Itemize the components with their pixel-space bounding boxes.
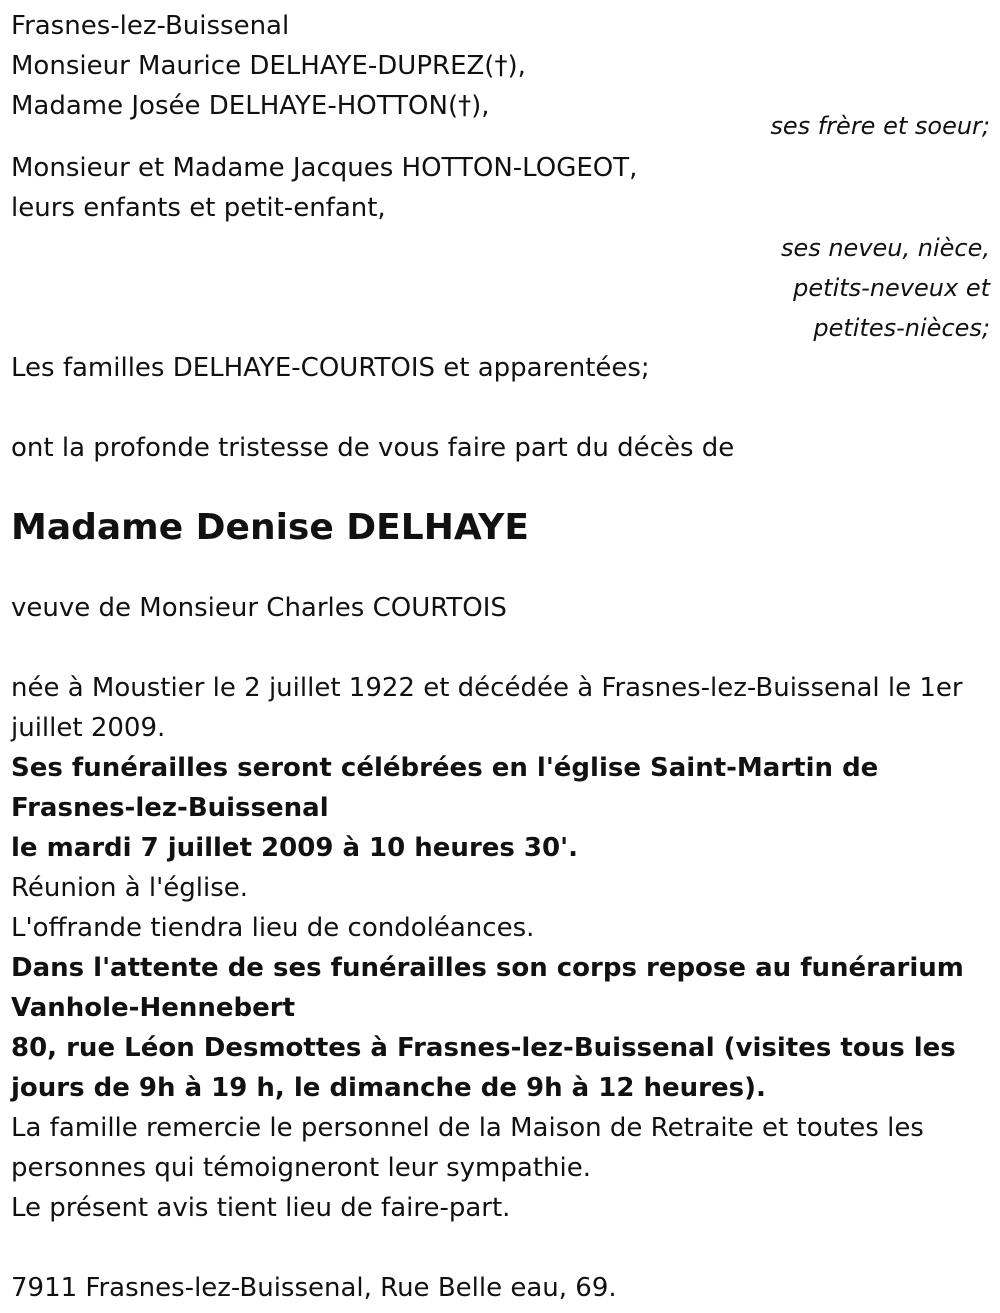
funeral-meeting: Réunion à l'église. — [11, 873, 249, 903]
announcement-text: ont la profonde tristesse de vous faire part du décès de — [11, 433, 735, 463]
widow-of: veuve de Monsieur Charles COURTOIS — [11, 593, 507, 623]
deceased-name: Madame Denise DELHAYE — [11, 507, 529, 548]
footer-address: 7911 Frasnes-lez-Buissenal, Rue Belle eau, 69. — [11, 1273, 617, 1303]
family-related: Les familles DELHAYE-COURTOIS et apparentées; — [11, 353, 650, 383]
role-nephews-line-2: petits-neveux et — [793, 274, 990, 302]
funeral-ceremony: Ses funérailles seront célébrées en l'église Saint-Martin de Frasnes-lez-Buissenal — [11, 753, 879, 823]
birth-death: née à Moustier le 2 juillet 1922 et décédée à Frasnes-lez-Buissenal le 1er juillet 2009. — [11, 673, 963, 743]
family-thanks: La famille remercie le personnel de la Maison de Retraite et toutes les personnes qui témoigneront leur sympathie. — [11, 1113, 924, 1183]
role-nephews-line-1: ses neveu, nièce, — [780, 234, 990, 262]
family-member-sister: Madame Josée DELHAYE-HOTTON(†), — [11, 91, 490, 121]
funeral-offering: L'offrande tiendra lieu de condoléances. — [11, 913, 535, 943]
funeral-address: 80, rue Léon Desmottes à Frasnes-lez-Buissenal (visites tous les jours de 9h à 19 h, le dimanche de 9h à 12 heures). — [11, 1033, 956, 1103]
role-nephews-line-3: petites-nièces; — [813, 314, 990, 342]
funeral-rest: Dans l'attente de ses funérailles son corps repose au funérarium Vanhole-Hennebert — [11, 953, 964, 1023]
family-member-brother: Monsieur Maurice DELHAYE-DUPREZ(†), — [11, 51, 526, 81]
notice-text: Le présent avis tient lieu de faire-part. — [11, 1193, 511, 1223]
family-member-couple: Monsieur et Madame Jacques HOTTON-LOGEOT, — [11, 153, 638, 183]
family-town: Frasnes-lez-Buissenal — [11, 11, 290, 41]
funeral-date: le mardi 7 juillet 2009 à 10 heures 30'. — [11, 833, 578, 863]
obituary-notice — [11, 6, 991, 1308]
family-member-children: leurs enfants et petit-enfant, — [11, 193, 386, 223]
role-siblings: ses frère et soeur; — [770, 112, 990, 140]
